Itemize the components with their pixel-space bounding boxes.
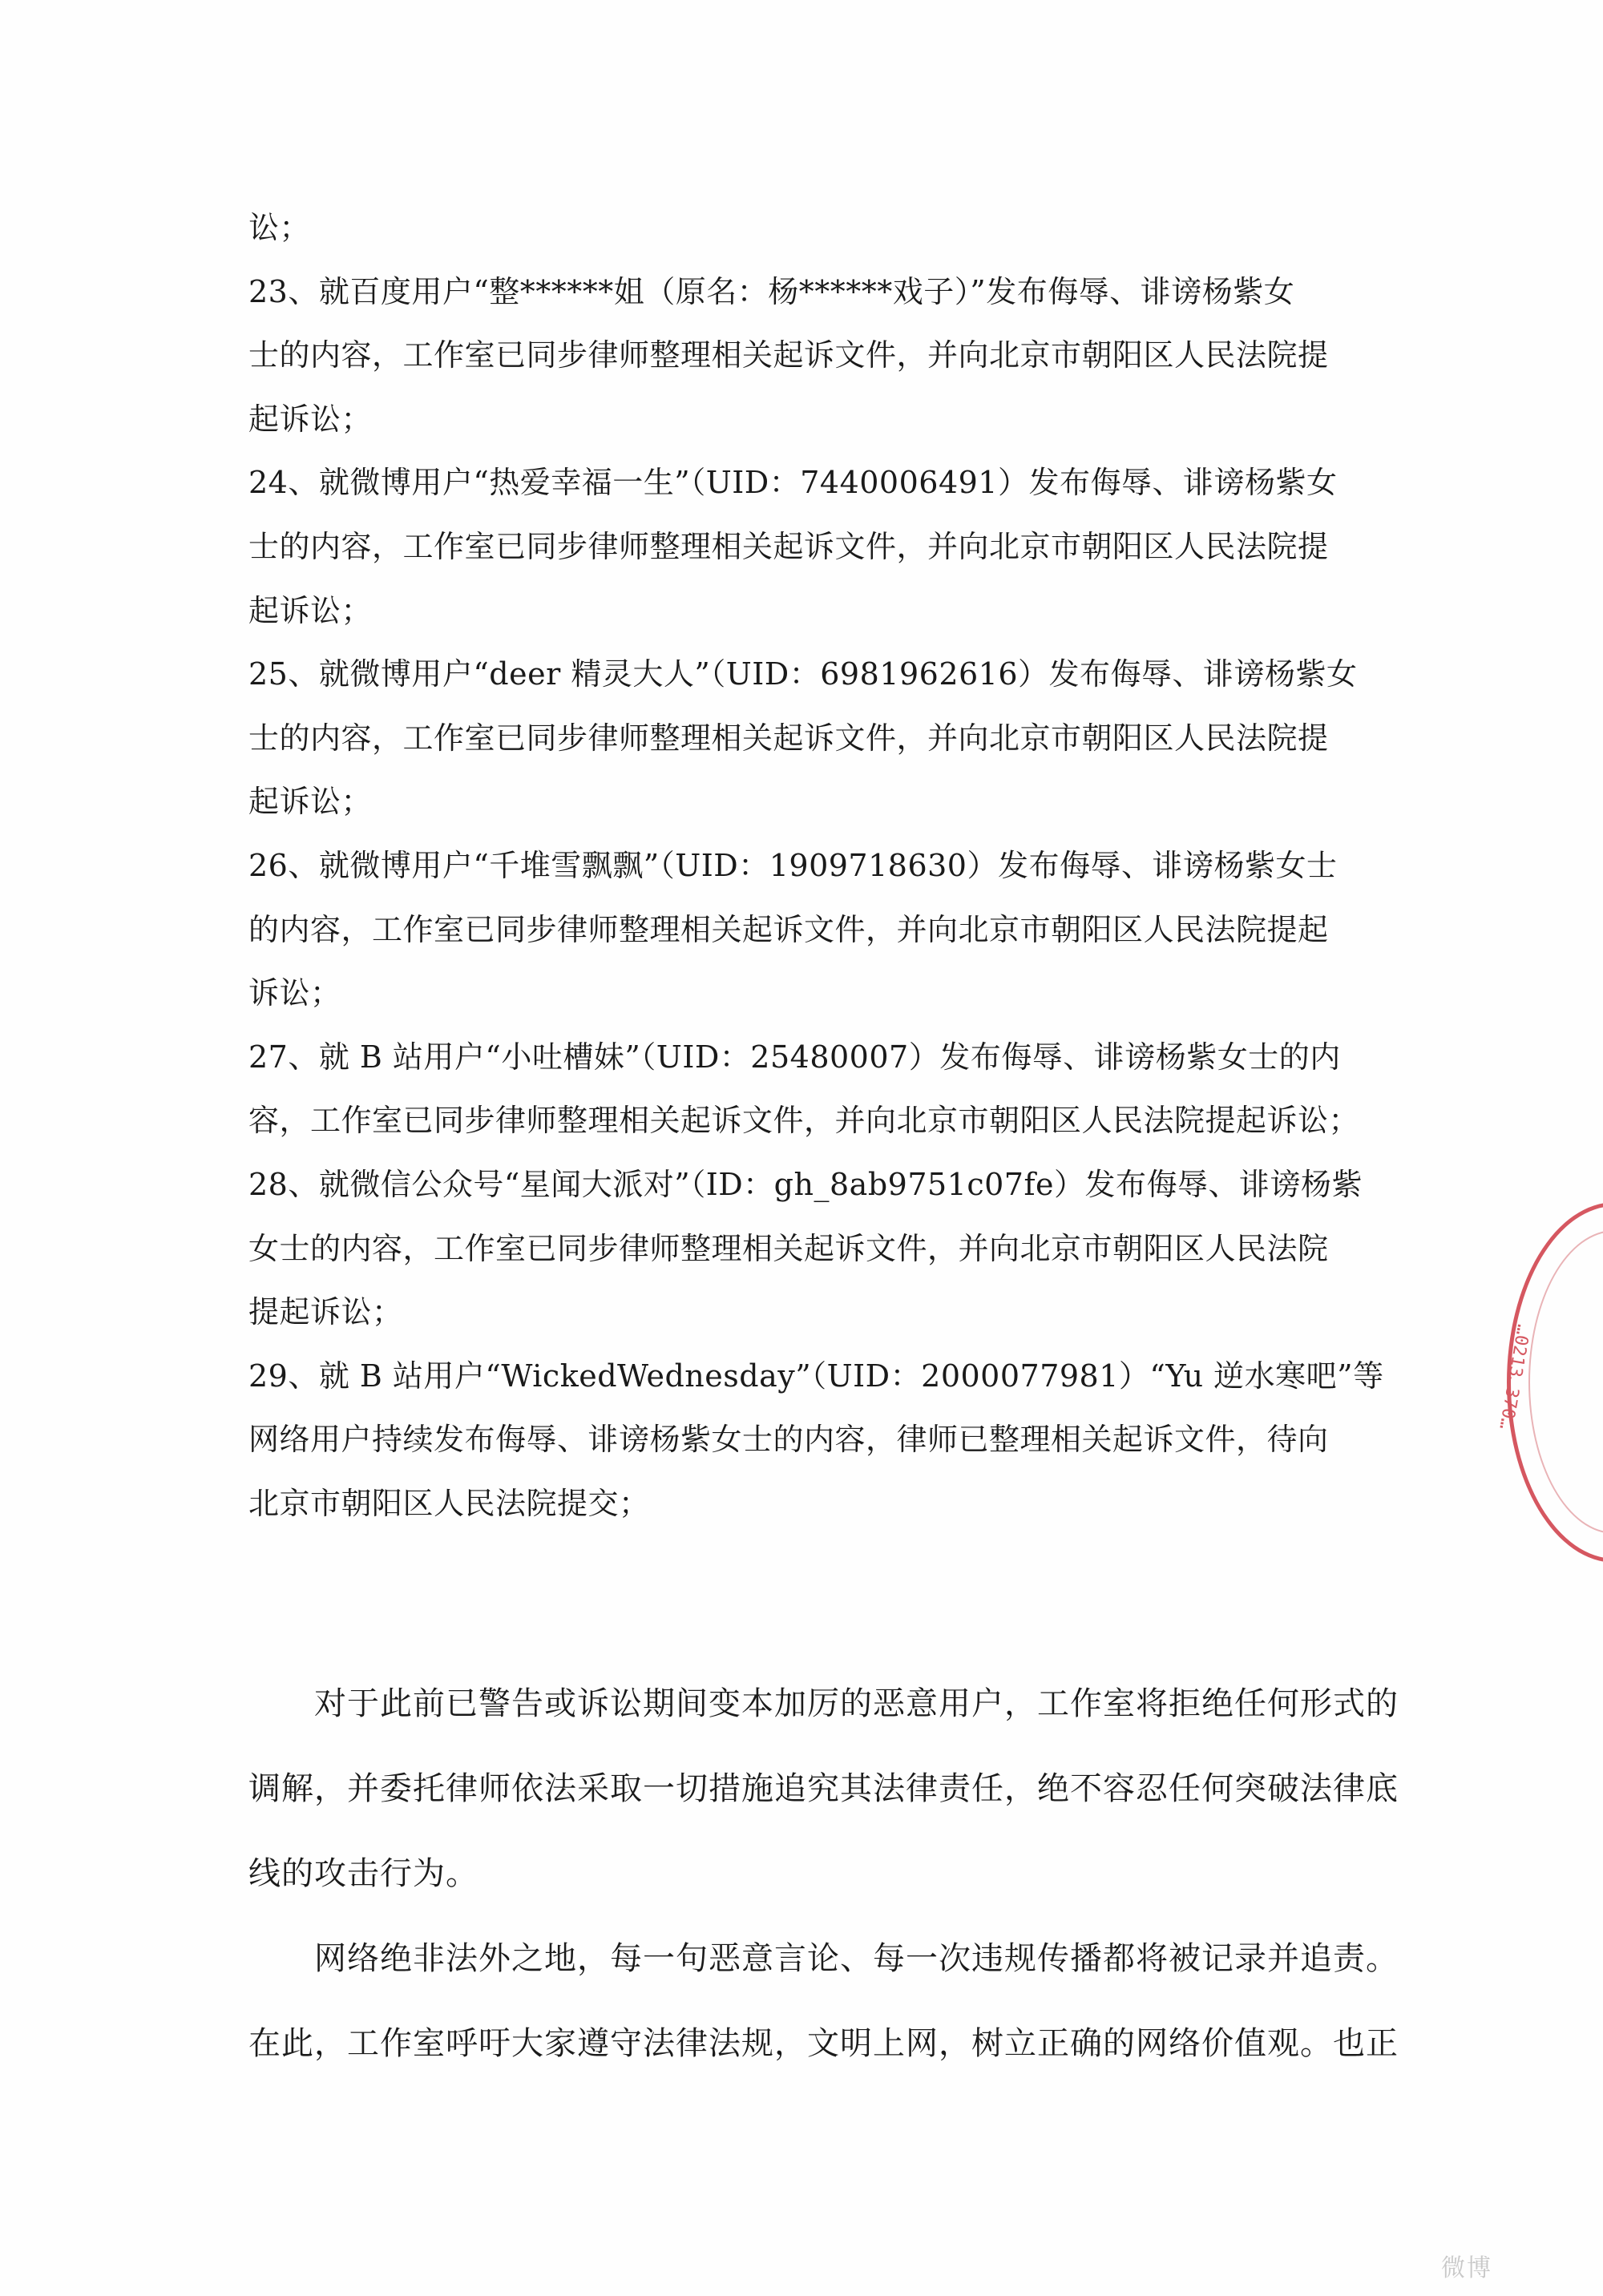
text-line: 23、就百度用户“整******姐（原名：杨******戏子）”发布侮辱、诽谤杨紫女 (248, 273, 1295, 309)
seal-text: …0213…370… (1495, 1322, 1533, 1431)
text-line: 诉讼； (248, 975, 341, 1011)
text-line: 提起诉讼； (248, 1294, 403, 1330)
text-line: 士的内容，工作室已同步律师整理相关起诉文件，并向北京市朝阳区人民法院提 (248, 720, 1329, 756)
text-line: 28、就微信公众号“星闻大派对”（ID：gh_8ab9751c07fe）发布侮辱、诽谤杨紫 (248, 1166, 1363, 1202)
text-line: 24、就微博用户“热爱幸福一生”（UID：7440006491）发布侮辱、诽谤杨紫女 (248, 465, 1338, 501)
text-line: 起诉讼； (248, 784, 373, 820)
text-line: 起诉讼； (248, 592, 373, 628)
weibo-watermark: 微博 (1441, 2254, 1492, 2282)
text-line: 容，工作室已同步律师整理相关起诉文件，并向北京市朝阳区人民法院提起诉讼； (248, 1103, 1360, 1139)
text-line: 的内容，工作室已同步律师整理相关起诉文件，并向北京市朝阳区人民法院提起 (248, 911, 1329, 947)
text-line: 士的内容，工作室已同步律师整理相关起诉文件，并向北京市朝阳区人民法院提 (248, 337, 1329, 373)
text-line: 网络用户持续发布侮辱、诽谤杨紫女士的内容，律师已整理相关起诉文件，待向 (248, 1422, 1329, 1458)
closing-statement (248, 1661, 1399, 2086)
text-line: 对于此前已警告或诉讼期间变本加厉的恶意用户，工作室将拒绝任何形式的 (248, 1685, 1399, 1722)
text-line: 在此，工作室呼吁大家遵守法律法规，文明上网，树立正确的网络价值观。也正 (248, 2025, 1399, 2062)
text-line: 北京市朝阳区人民法院提交； (248, 1485, 650, 1521)
text-line: 女士的内容，工作室已同步律师整理相关起诉文件，并向北京市朝阳区人民法院 (248, 1230, 1329, 1266)
text-line: 起诉讼； (248, 401, 373, 437)
lawsuit-list (248, 196, 1384, 1535)
text-line: 线的攻击行为。 (248, 1855, 478, 1892)
official-seal (1495, 1202, 1603, 1563)
seal-inner-ring (1528, 1230, 1603, 1534)
text-line: 士的内容，工作室已同步律师整理相关起诉文件，并向北京市朝阳区人民法院提 (248, 528, 1329, 564)
text-line: 网络绝非法外之地，每一句恶意言论、每一次违规传播都将被记录并追责。 (248, 1940, 1399, 1977)
text-line: 25、就微博用户“deer 精灵大人”（UID：6981962616）发布侮辱、诽谤杨紫女 (248, 656, 1358, 692)
text-line: 讼； (248, 210, 311, 245)
text-line: 29、就 B 站用户“WickedWednesday”（UID：2000077981）“Yu 逆水寒吧”等 (248, 1358, 1384, 1394)
text-line: 27、就 B 站用户“小吐槽妹”（UID：25480007）发布侮辱、诽谤杨紫女士的内 (248, 1039, 1341, 1075)
text-line: 调解，并委托律师依法采取一切措施追究其法律责任，绝不容忍任何突破法律底 (248, 1770, 1399, 1807)
text-line: 26、就微博用户“千堆雪飘飘”（UID：1909718630）发布侮辱、诽谤杨紫女士 (248, 847, 1338, 883)
